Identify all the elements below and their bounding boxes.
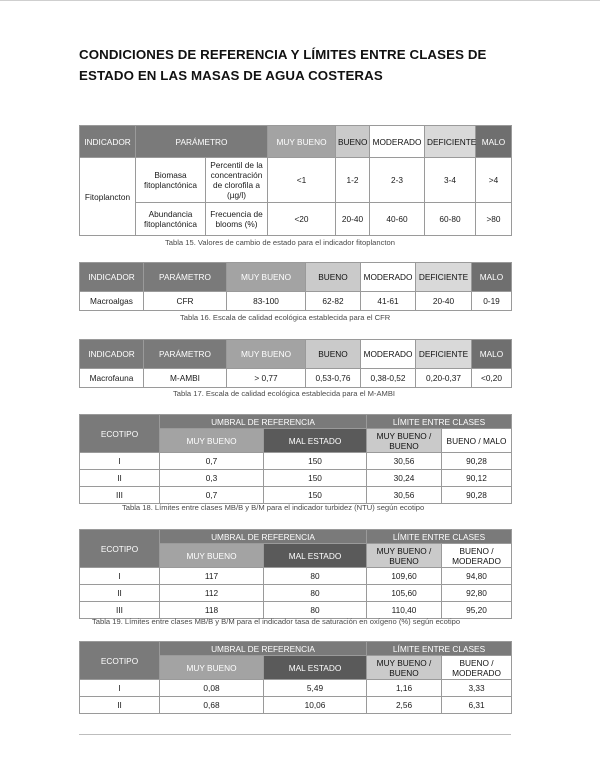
- caption-table-18: Tabla 18. Límites entre clases MB/B y B/M para el indicador turbidez (NTU) según ecotipo: [122, 503, 425, 512]
- cell-ecotipo: I: [80, 680, 160, 697]
- cell-value: 0,20-0,37: [416, 369, 472, 388]
- header-parametro: PARÁMETRO: [136, 126, 268, 158]
- cell-value: 80: [264, 602, 367, 619]
- cell-value: 0,7: [160, 487, 264, 504]
- header-muy-bueno: MUY BUENO: [268, 126, 336, 158]
- header-limite-clases: LÍMITE ENTRE CLASES: [367, 415, 512, 429]
- cell-indicador: Macroalgas: [80, 292, 144, 311]
- cell-value: <0,20: [472, 369, 512, 388]
- cell-value: 80: [264, 568, 367, 585]
- cell-value: 2-3: [370, 158, 425, 203]
- cell-parametro: Biomasa fitoplanctónica: [136, 158, 206, 203]
- cell-ecotipo: II: [80, 697, 160, 714]
- cell-value: 30,56: [367, 453, 442, 470]
- header-malo: MALO: [472, 263, 512, 292]
- cell-value: >4: [476, 158, 512, 203]
- table-row: [80, 292, 512, 311]
- cell-value: 30,56: [367, 487, 442, 504]
- caption-table-17: Tabla 17. Escala de calidad ecológica establecida para el M-AMBI: [173, 389, 396, 398]
- header-moderado: MODERADO: [361, 263, 416, 292]
- header-muy-bueno: MUY BUENO: [160, 544, 264, 568]
- cell-ecotipo: I: [80, 568, 160, 585]
- cell-value: 0,38-0,52: [361, 369, 416, 388]
- cell-value: 90,12: [442, 470, 512, 487]
- cell-value: >80: [476, 203, 512, 236]
- header-muy-bueno: MUY BUENO: [227, 340, 306, 369]
- header-limite-clases: LÍMITE ENTRE CLASES: [367, 530, 512, 544]
- cell-value: 80: [264, 585, 367, 602]
- table-row: [80, 203, 512, 236]
- table-20: [79, 641, 512, 714]
- header-bueno: BUENO: [306, 263, 361, 292]
- cell-value: 150: [264, 470, 367, 487]
- header-ecotipo: ECOTIPO: [80, 530, 160, 568]
- header-ecotipo: ECOTIPO: [80, 642, 160, 680]
- cell-indicador: Macrofauna: [80, 369, 144, 388]
- header-mal-estado: MAL ESTADO: [264, 429, 367, 453]
- cell-value: 0,7: [160, 453, 264, 470]
- header-umbral-referencia: UMBRAL DE REFERENCIA: [160, 415, 367, 429]
- cell-value: 90,28: [442, 453, 512, 470]
- cell-value: 20-40: [416, 292, 472, 311]
- cell-parametro: CFR: [144, 292, 227, 311]
- cell-value: 94,80: [442, 568, 512, 585]
- cell-parametro: Abundancia fitoplanctónica: [136, 203, 206, 236]
- page-top-line: [0, 0, 600, 1]
- table-row: [80, 602, 512, 619]
- cell-value: 83-100: [227, 292, 306, 311]
- caption-table-19: Tabla 19. Límites entre clases MB/B y B/M para el indicador tasa de saturación en oxígeno (%) según ecotipo: [92, 617, 461, 626]
- cell-value: 95,20: [442, 602, 512, 619]
- header-indicador: INDICADOR: [80, 126, 136, 158]
- table-18-turbidez: [79, 414, 512, 504]
- header-parametro: PARÁMETRO: [144, 340, 227, 369]
- table-19-oxigeno: [79, 529, 512, 619]
- header-bueno-moderado: BUENO / MODERADO: [442, 544, 512, 568]
- cell-ecotipo: II: [80, 585, 160, 602]
- cell-value: <20: [268, 203, 336, 236]
- table-row: [80, 568, 512, 585]
- header-bueno: BUENO: [336, 126, 370, 158]
- cell-value: 3,33: [442, 680, 512, 697]
- header-muy-bueno: MUY BUENO: [160, 429, 264, 453]
- cell-value: 0,68: [160, 697, 264, 714]
- cell-value: 90,28: [442, 487, 512, 504]
- cell-ecotipo: III: [80, 487, 160, 504]
- cell-value: 110,40: [367, 602, 442, 619]
- cell-value: 1,16: [367, 680, 442, 697]
- cell-value: <1: [268, 158, 336, 203]
- table-row: [80, 585, 512, 602]
- header-umbral-referencia: UMBRAL DE REFERENCIA: [160, 530, 367, 544]
- header-parametro: PARÁMETRO: [144, 263, 227, 292]
- header-deficiente: DEFICIENTE: [416, 340, 472, 369]
- cell-parametro: M-AMBI: [144, 369, 227, 388]
- table-15-fitoplancton: [79, 125, 512, 236]
- header-malo: MALO: [472, 340, 512, 369]
- header-muy-bueno-bueno: MUY BUENO / BUENO: [367, 429, 442, 453]
- cell-value: 0-19: [472, 292, 512, 311]
- header-limite-clases: LÍMITE ENTRE CLASES: [367, 642, 512, 656]
- cell-value: 2,56: [367, 697, 442, 714]
- header-umbral-referencia: UMBRAL DE REFERENCIA: [160, 642, 367, 656]
- header-bueno-moderado: BUENO / MODERADO: [442, 656, 512, 680]
- cell-ecotipo: I: [80, 453, 160, 470]
- header-bueno-malo: BUENO / MALO: [442, 429, 512, 453]
- cell-value: 40-60: [370, 203, 425, 236]
- cell-value: 60-80: [425, 203, 476, 236]
- table-16-cfr: [79, 262, 512, 311]
- cell-value: 150: [264, 453, 367, 470]
- header-moderado: MODERADO: [370, 126, 425, 158]
- table-row: [80, 369, 512, 388]
- cell-value: 117: [160, 568, 264, 585]
- cell-value: > 0,77: [227, 369, 306, 388]
- header-muy-bueno: MUY BUENO: [227, 263, 306, 292]
- cell-value: 92,80: [442, 585, 512, 602]
- caption-table-15: Tabla 15. Valores de cambio de estado para el indicador fitoplancton: [165, 238, 395, 247]
- cell-value: 105,60: [367, 585, 442, 602]
- cell-ecotipo: III: [80, 602, 160, 619]
- header-muy-bueno: MUY BUENO: [160, 656, 264, 680]
- header-bueno: BUENO: [306, 340, 361, 369]
- table-row: [80, 697, 512, 714]
- header-mal-estado: MAL ESTADO: [264, 656, 367, 680]
- header-indicador: INDICADOR: [80, 263, 144, 292]
- cell-value: 3-4: [425, 158, 476, 203]
- cell-value: 112: [160, 585, 264, 602]
- header-malo: MALO: [476, 126, 512, 158]
- cell-value: 109,60: [367, 568, 442, 585]
- cell-indicador: Fitoplancton: [80, 158, 136, 236]
- table-row: [80, 487, 512, 504]
- table-row: [80, 453, 512, 470]
- cell-value: 62-82: [306, 292, 361, 311]
- table-17-m-ambi: [79, 339, 512, 388]
- cell-value: 5,49: [264, 680, 367, 697]
- header-moderado: MODERADO: [361, 340, 416, 369]
- cell-value: 10,06: [264, 697, 367, 714]
- caption-table-16: Tabla 16. Escala de calidad ecológica establecida para el CFR: [180, 313, 391, 322]
- table-row: [80, 470, 512, 487]
- cell-value: 0,3: [160, 470, 264, 487]
- cell-subparametro: Percentil de la concentración de clorofila a (µg/l): [206, 158, 268, 203]
- header-deficiente: DEFICIENTE: [416, 263, 472, 292]
- cell-value: 0,08: [160, 680, 264, 697]
- cell-ecotipo: II: [80, 470, 160, 487]
- header-ecotipo: ECOTIPO: [80, 415, 160, 453]
- cell-value: 30,24: [367, 470, 442, 487]
- page-footer-line: [79, 734, 511, 735]
- cell-value: 6,31: [442, 697, 512, 714]
- cell-value: 41-61: [361, 292, 416, 311]
- cell-value: 20-40: [336, 203, 370, 236]
- table-row: [80, 158, 512, 203]
- cell-value: 150: [264, 487, 367, 504]
- header-indicador: INDICADOR: [80, 340, 144, 369]
- table-row: [80, 680, 512, 697]
- cell-value: 0,53-0,76: [306, 369, 361, 388]
- cell-subparametro: Frecuencia de blooms (%): [206, 203, 268, 236]
- cell-value: 1-2: [336, 158, 370, 203]
- header-muy-bueno-bueno: MUY BUENO / BUENO: [367, 544, 442, 568]
- header-deficiente: DEFICIENTE: [425, 126, 476, 158]
- header-mal-estado: MAL ESTADO: [264, 544, 367, 568]
- cell-value: 118: [160, 602, 264, 619]
- header-muy-bueno-bueno: MUY BUENO / BUENO: [367, 656, 442, 680]
- page-title: CONDICIONES DE REFERENCIA Y LÍMITES ENTRE CLASES DE ESTADO EN LAS MASAS DE AGUA COSTERAS: [79, 47, 487, 83]
